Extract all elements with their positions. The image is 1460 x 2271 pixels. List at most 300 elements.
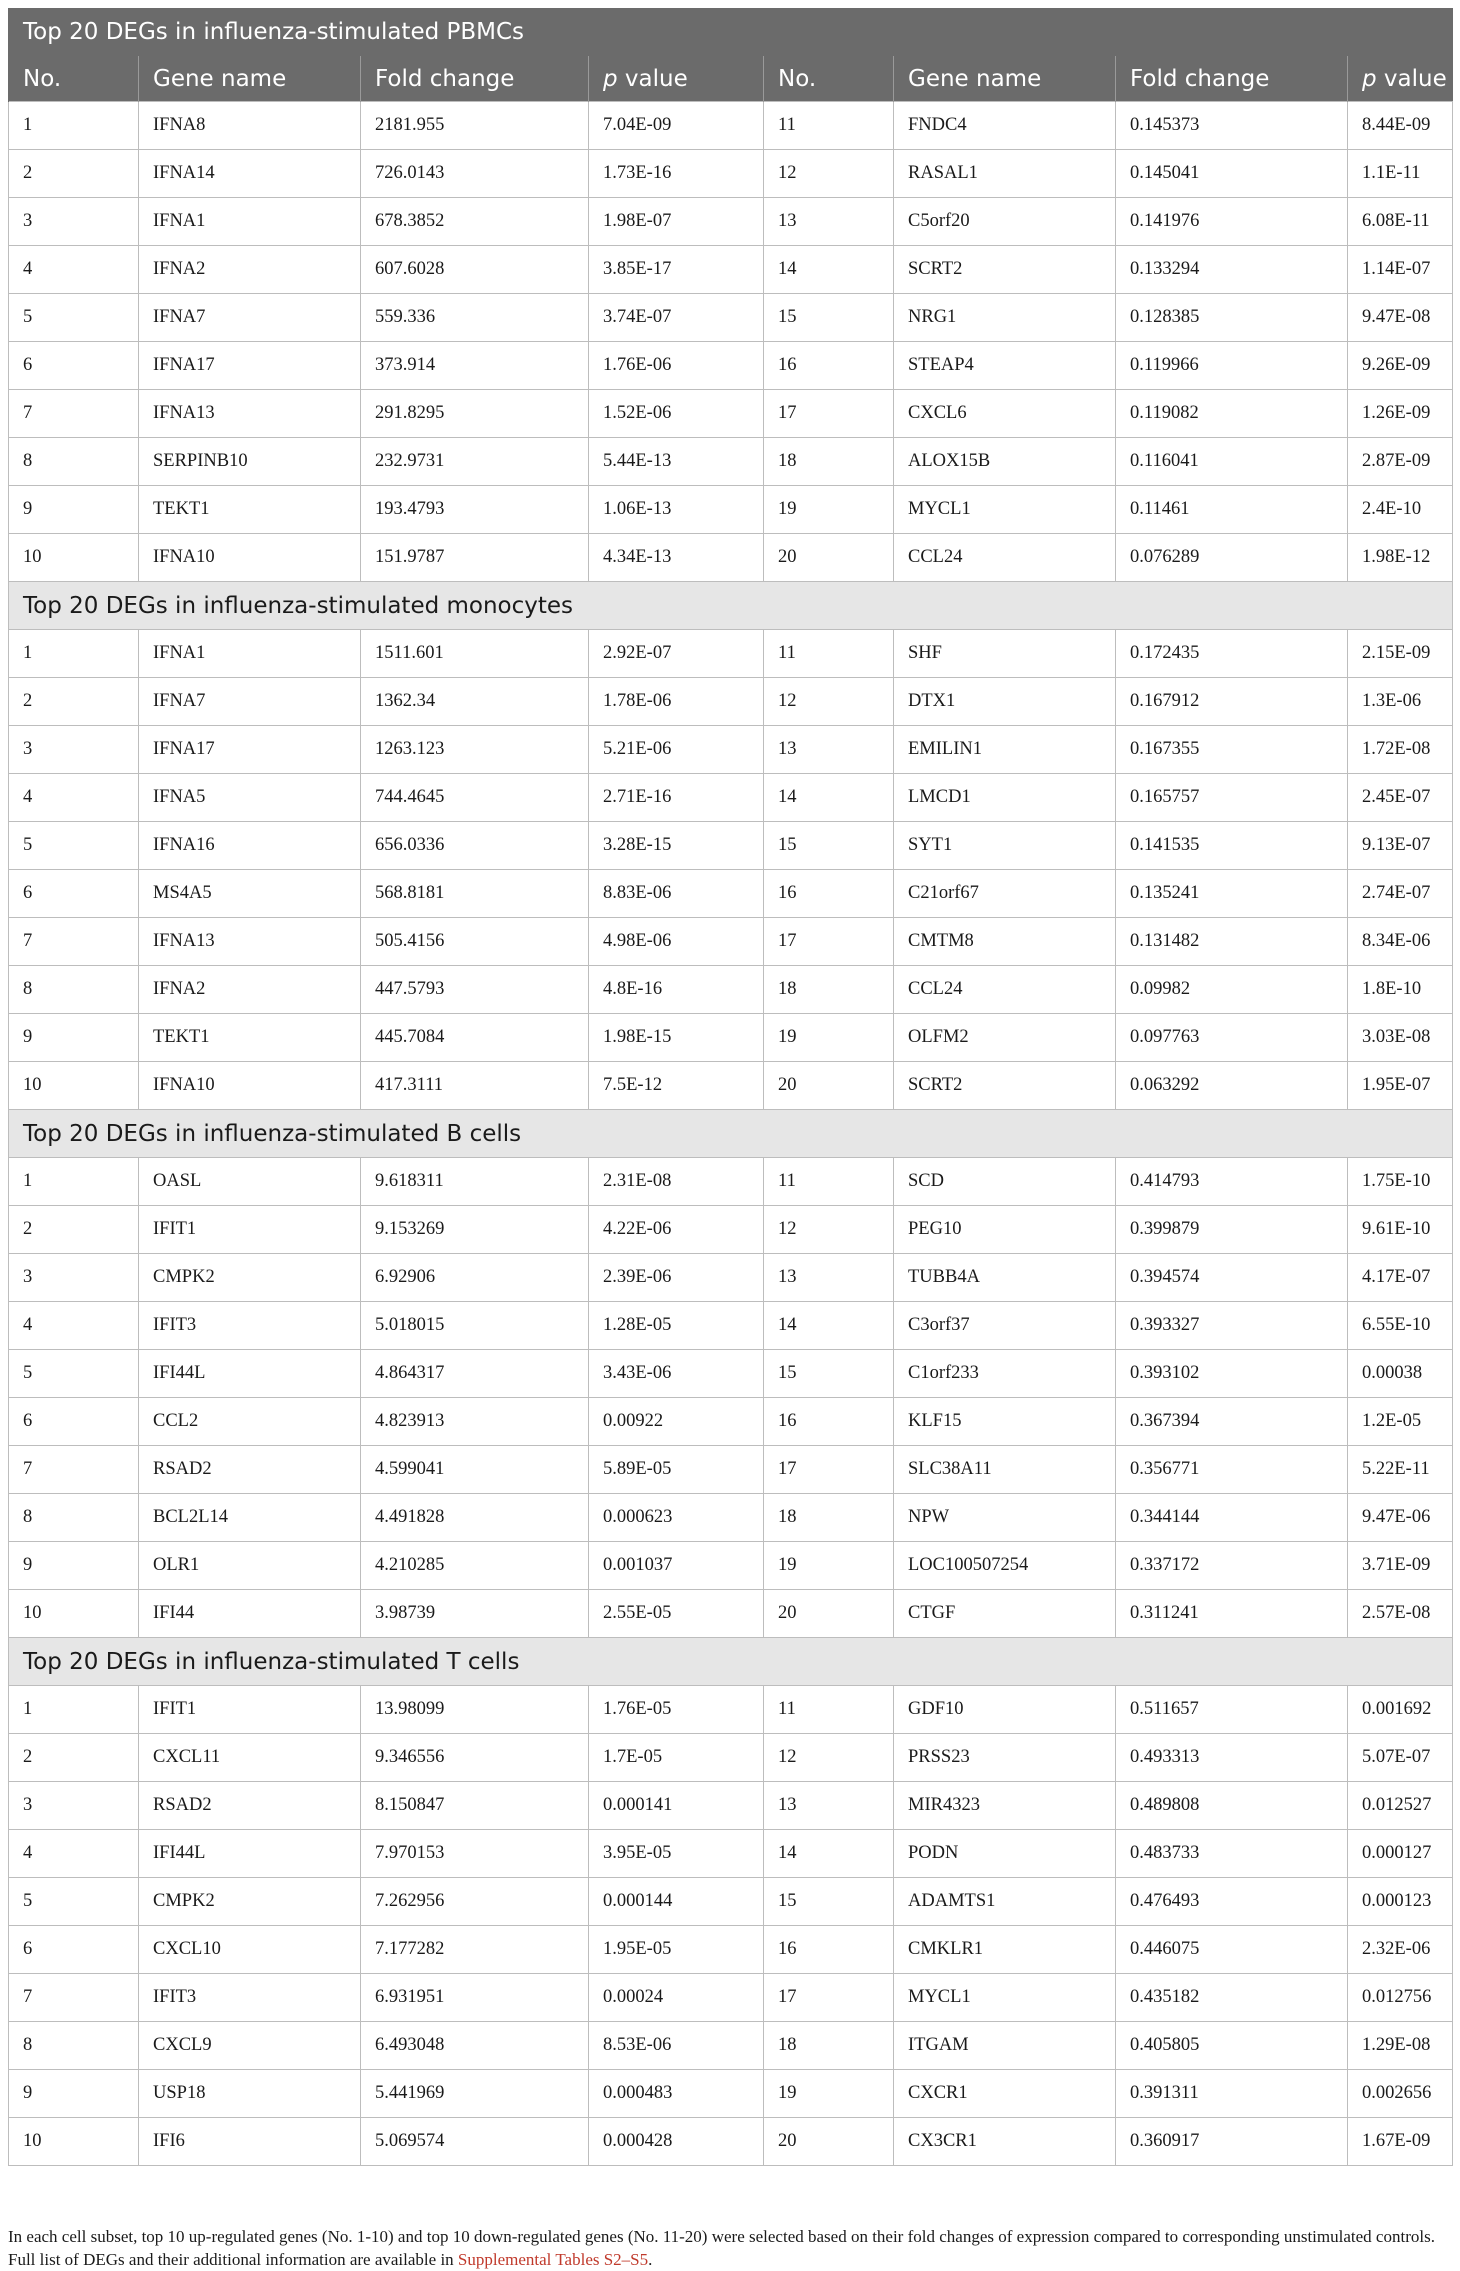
supplemental-tables-link[interactable]: Supplemental Tables S2–S5 xyxy=(457,2250,649,2269)
cell-no: 18 xyxy=(764,2022,894,2070)
table-row xyxy=(9,2022,1453,2070)
table-row xyxy=(9,966,1453,1014)
cell-no: 12 xyxy=(764,1734,894,1782)
cell-p-value: 3.03E-08 xyxy=(1348,1014,1453,1062)
cell-p-value: 2.31E-08 xyxy=(589,1158,764,1206)
cell-gene-name: CXCL6 xyxy=(894,390,1116,438)
cell-gene-name: IFNA1 xyxy=(139,630,361,678)
cell-fold-change: 0.337172 xyxy=(1116,1542,1348,1590)
cell-gene-name: ITGAM xyxy=(894,2022,1116,2070)
cell-p-value: 1.76E-06 xyxy=(589,342,764,390)
cell-gene-name: CCL24 xyxy=(894,966,1116,1014)
cell-p-value: 8.53E-06 xyxy=(589,2022,764,2070)
table-row xyxy=(9,1158,1453,1206)
cell-fold-change: 9.153269 xyxy=(361,1206,589,1254)
cell-fold-change: 0.119966 xyxy=(1116,342,1348,390)
cell-no: 11 xyxy=(764,1686,894,1734)
cell-no: 8 xyxy=(9,438,139,486)
cell-fold-change: 0.483733 xyxy=(1116,1830,1348,1878)
cell-no: 5 xyxy=(9,1350,139,1398)
table-row xyxy=(9,102,1453,150)
table-row xyxy=(9,2070,1453,2118)
cell-no: 8 xyxy=(9,966,139,1014)
cell-p-value: 9.26E-09 xyxy=(1348,342,1453,390)
cell-gene-name: MYCL1 xyxy=(894,486,1116,534)
cell-no: 19 xyxy=(764,1542,894,1590)
cell-fold-change: 6.931951 xyxy=(361,1974,589,2022)
cell-no: 6 xyxy=(9,342,139,390)
header-p-rest-2: value xyxy=(1376,65,1447,92)
cell-p-value: 1.98E-12 xyxy=(1348,534,1453,582)
cell-p-value: 2.92E-07 xyxy=(589,630,764,678)
cell-p-value: 8.83E-06 xyxy=(589,870,764,918)
cell-no: 16 xyxy=(764,1398,894,1446)
cell-p-value: 2.55E-05 xyxy=(589,1590,764,1638)
cell-fold-change: 151.9787 xyxy=(361,534,589,582)
cell-p-value: 1.7E-05 xyxy=(589,1734,764,1782)
cell-gene-name: IFNA17 xyxy=(139,342,361,390)
cell-fold-change: 0.131482 xyxy=(1116,918,1348,966)
deg-table xyxy=(8,8,1453,2166)
cell-gene-name: IFNA7 xyxy=(139,294,361,342)
cell-fold-change: 7.262956 xyxy=(361,1878,589,1926)
cell-gene-name: CMKLR1 xyxy=(894,1926,1116,1974)
cell-p-value: 5.44E-13 xyxy=(589,438,764,486)
cell-gene-name: RASAL1 xyxy=(894,150,1116,198)
cell-no: 5 xyxy=(9,294,139,342)
cell-no: 19 xyxy=(764,486,894,534)
cell-no: 8 xyxy=(9,2022,139,2070)
cell-fold-change: 445.7084 xyxy=(361,1014,589,1062)
cell-no: 5 xyxy=(9,822,139,870)
cell-gene-name: CXCR1 xyxy=(894,2070,1116,2118)
cell-p-value: 1.75E-10 xyxy=(1348,1158,1453,1206)
cell-gene-name: IFI6 xyxy=(139,2118,361,2166)
cell-no: 5 xyxy=(9,1878,139,1926)
cell-gene-name: OLR1 xyxy=(139,1542,361,1590)
cell-fold-change: 0.360917 xyxy=(1116,2118,1348,2166)
cell-no: 17 xyxy=(764,1446,894,1494)
table-row xyxy=(9,486,1453,534)
cell-p-value: 0.000483 xyxy=(589,2070,764,2118)
cell-gene-name: PRSS23 xyxy=(894,1734,1116,1782)
cell-no: 20 xyxy=(764,534,894,582)
cell-no: 17 xyxy=(764,918,894,966)
cell-fold-change: 4.823913 xyxy=(361,1398,589,1446)
cell-no: 3 xyxy=(9,726,139,774)
table-row xyxy=(9,390,1453,438)
cell-fold-change: 193.4793 xyxy=(361,486,589,534)
cell-gene-name: IFIT1 xyxy=(139,1206,361,1254)
cell-p-value: 5.89E-05 xyxy=(589,1446,764,1494)
cell-no: 12 xyxy=(764,1206,894,1254)
cell-p-value: 3.74E-07 xyxy=(589,294,764,342)
cell-no: 1 xyxy=(9,1158,139,1206)
cell-p-value: 0.00038 xyxy=(1348,1350,1453,1398)
header-no-2: No. xyxy=(764,56,894,102)
cell-fold-change: 744.4645 xyxy=(361,774,589,822)
cell-no: 6 xyxy=(9,870,139,918)
cell-gene-name: IFNA14 xyxy=(139,150,361,198)
cell-p-value: 0.012756 xyxy=(1348,1974,1453,2022)
cell-p-value: 9.47E-06 xyxy=(1348,1494,1453,1542)
table-row xyxy=(9,1014,1453,1062)
cell-fold-change: 5.069574 xyxy=(361,2118,589,2166)
table-row xyxy=(9,1926,1453,1974)
cell-gene-name: OASL xyxy=(139,1158,361,1206)
cell-gene-name: IFIT3 xyxy=(139,1302,361,1350)
cell-fold-change: 0.09982 xyxy=(1116,966,1348,1014)
cell-p-value: 2.15E-09 xyxy=(1348,630,1453,678)
cell-no: 4 xyxy=(9,246,139,294)
cell-p-value: 2.4E-10 xyxy=(1348,486,1453,534)
cell-p-value: 9.61E-10 xyxy=(1348,1206,1453,1254)
cell-p-value: 0.00024 xyxy=(589,1974,764,2022)
cell-p-value: 5.07E-07 xyxy=(1348,1734,1453,1782)
cell-p-value: 2.74E-07 xyxy=(1348,870,1453,918)
cell-p-value: 1.26E-09 xyxy=(1348,390,1453,438)
cell-fold-change: 0.165757 xyxy=(1116,774,1348,822)
cell-no: 7 xyxy=(9,390,139,438)
section-header-row xyxy=(9,582,1453,630)
cell-fold-change: 0.344144 xyxy=(1116,1494,1348,1542)
section-title: Top 20 DEGs in influenza-stimulated T cells xyxy=(9,1638,1453,1686)
cell-fold-change: 0.414793 xyxy=(1116,1158,1348,1206)
cell-no: 14 xyxy=(764,1830,894,1878)
cell-no: 14 xyxy=(764,1302,894,1350)
cell-no: 20 xyxy=(764,2118,894,2166)
cell-no: 10 xyxy=(9,534,139,582)
cell-fold-change: 7.177282 xyxy=(361,1926,589,1974)
cell-fold-change: 607.6028 xyxy=(361,246,589,294)
table-container xyxy=(8,8,1452,2166)
cell-no: 15 xyxy=(764,1878,894,1926)
cell-gene-name: CMPK2 xyxy=(139,1254,361,1302)
cell-fold-change: 0.145041 xyxy=(1116,150,1348,198)
cell-gene-name: IFNA17 xyxy=(139,726,361,774)
cell-no: 1 xyxy=(9,102,139,150)
cell-p-value: 6.08E-11 xyxy=(1348,198,1453,246)
table-row xyxy=(9,1782,1453,1830)
cell-fold-change: 559.336 xyxy=(361,294,589,342)
cell-no: 7 xyxy=(9,918,139,966)
cell-gene-name: SHF xyxy=(894,630,1116,678)
cell-p-value: 2.39E-06 xyxy=(589,1254,764,1302)
cell-fold-change: 656.0336 xyxy=(361,822,589,870)
cell-fold-change: 3.98739 xyxy=(361,1590,589,1638)
cell-gene-name: TUBB4A xyxy=(894,1254,1116,1302)
cell-gene-name: SLC38A11 xyxy=(894,1446,1116,1494)
cell-gene-name: IFIT1 xyxy=(139,1686,361,1734)
cell-fold-change: 0.393102 xyxy=(1116,1350,1348,1398)
table-row xyxy=(9,1542,1453,1590)
cell-no: 4 xyxy=(9,774,139,822)
cell-p-value: 1.98E-07 xyxy=(589,198,764,246)
cell-p-value: 1.8E-10 xyxy=(1348,966,1453,1014)
cell-gene-name: PEG10 xyxy=(894,1206,1116,1254)
footnote-end: . xyxy=(648,2250,653,2269)
cell-fold-change: 0.133294 xyxy=(1116,246,1348,294)
cell-gene-name: OLFM2 xyxy=(894,1014,1116,1062)
cell-fold-change: 0.097763 xyxy=(1116,1014,1348,1062)
header-p-italic: p xyxy=(603,65,618,92)
cell-fold-change: 0.135241 xyxy=(1116,870,1348,918)
cell-gene-name: EMILIN1 xyxy=(894,726,1116,774)
table-footnote xyxy=(8,2225,1452,2271)
cell-no: 14 xyxy=(764,774,894,822)
cell-fold-change: 0.141976 xyxy=(1116,198,1348,246)
cell-gene-name: TEKT1 xyxy=(139,1014,361,1062)
table-row xyxy=(9,1830,1453,1878)
table-row xyxy=(9,1398,1453,1446)
cell-fold-change: 4.599041 xyxy=(361,1446,589,1494)
cell-p-value: 0.000144 xyxy=(589,1878,764,1926)
cell-p-value: 1.98E-15 xyxy=(589,1014,764,1062)
table-row xyxy=(9,1062,1453,1110)
header-gene-name: Gene name xyxy=(139,56,361,102)
cell-no: 3 xyxy=(9,1782,139,1830)
cell-no: 3 xyxy=(9,198,139,246)
cell-fold-change: 0.128385 xyxy=(1116,294,1348,342)
cell-fold-change: 0.076289 xyxy=(1116,534,1348,582)
cell-fold-change: 447.5793 xyxy=(361,966,589,1014)
cell-gene-name: IFNA7 xyxy=(139,678,361,726)
cell-gene-name: SCRT2 xyxy=(894,1062,1116,1110)
cell-no: 19 xyxy=(764,2070,894,2118)
cell-fold-change: 9.618311 xyxy=(361,1158,589,1206)
cell-no: 11 xyxy=(764,102,894,150)
cell-gene-name: DTX1 xyxy=(894,678,1116,726)
section-header-row xyxy=(9,1110,1453,1158)
table-row xyxy=(9,294,1453,342)
table-row xyxy=(9,198,1453,246)
cell-fold-change: 0.405805 xyxy=(1116,2022,1348,2070)
table-row xyxy=(9,1350,1453,1398)
table-row xyxy=(9,1974,1453,2022)
table-body xyxy=(9,102,1453,2166)
cell-gene-name: C3orf37 xyxy=(894,1302,1116,1350)
cell-no: 1 xyxy=(9,1686,139,1734)
cell-gene-name: CX3CR1 xyxy=(894,2118,1116,2166)
cell-no: 15 xyxy=(764,294,894,342)
cell-no: 9 xyxy=(9,2070,139,2118)
cell-p-value: 1.14E-07 xyxy=(1348,246,1453,294)
cell-no: 7 xyxy=(9,1446,139,1494)
cell-p-value: 2.32E-06 xyxy=(1348,1926,1453,1974)
header-no: No. xyxy=(9,56,139,102)
cell-gene-name: CCL2 xyxy=(139,1398,361,1446)
cell-p-value: 4.98E-06 xyxy=(589,918,764,966)
cell-no: 11 xyxy=(764,1158,894,1206)
cell-gene-name: SCRT2 xyxy=(894,246,1116,294)
cell-no: 2 xyxy=(9,678,139,726)
cell-gene-name: TEKT1 xyxy=(139,486,361,534)
cell-fold-change: 6.493048 xyxy=(361,2022,589,2070)
cell-gene-name: CCL24 xyxy=(894,534,1116,582)
cell-gene-name: NPW xyxy=(894,1494,1116,1542)
cell-p-value: 0.002656 xyxy=(1348,2070,1453,2118)
cell-no: 17 xyxy=(764,390,894,438)
cell-p-value: 1.78E-06 xyxy=(589,678,764,726)
cell-gene-name: ADAMTS1 xyxy=(894,1878,1116,1926)
table-row xyxy=(9,822,1453,870)
table-row xyxy=(9,1254,1453,1302)
cell-no: 15 xyxy=(764,1350,894,1398)
section-title: Top 20 DEGs in influenza-stimulated B cells xyxy=(9,1110,1453,1158)
cell-no: 14 xyxy=(764,246,894,294)
header-fold-change-2: Fold change xyxy=(1116,56,1348,102)
cell-fold-change: 232.9731 xyxy=(361,438,589,486)
table-title: Top 20 DEGs in influenza-stimulated PBMCs xyxy=(9,9,1453,56)
cell-gene-name: ALOX15B xyxy=(894,438,1116,486)
cell-fold-change: 0.435182 xyxy=(1116,1974,1348,2022)
cell-no: 16 xyxy=(764,1926,894,1974)
cell-fold-change: 568.8181 xyxy=(361,870,589,918)
cell-gene-name: C5orf20 xyxy=(894,198,1116,246)
cell-p-value: 2.87E-09 xyxy=(1348,438,1453,486)
cell-p-value: 2.45E-07 xyxy=(1348,774,1453,822)
cell-no: 16 xyxy=(764,342,894,390)
cell-fold-change: 0.145373 xyxy=(1116,102,1348,150)
cell-p-value: 0.000123 xyxy=(1348,1878,1453,1926)
cell-fold-change: 0.393327 xyxy=(1116,1302,1348,1350)
table-row xyxy=(9,678,1453,726)
cell-no: 7 xyxy=(9,1974,139,2022)
cell-gene-name: RSAD2 xyxy=(139,1446,361,1494)
cell-p-value: 5.21E-06 xyxy=(589,726,764,774)
cell-fold-change: 13.98099 xyxy=(361,1686,589,1734)
cell-fold-change: 0.141535 xyxy=(1116,822,1348,870)
cell-gene-name: IFNA13 xyxy=(139,390,361,438)
cell-gene-name: IFNA5 xyxy=(139,774,361,822)
cell-fold-change: 0.356771 xyxy=(1116,1446,1348,1494)
cell-p-value: 9.13E-07 xyxy=(1348,822,1453,870)
cell-fold-change: 4.210285 xyxy=(361,1542,589,1590)
cell-no: 6 xyxy=(9,1398,139,1446)
cell-p-value: 1.72E-08 xyxy=(1348,726,1453,774)
cell-fold-change: 0.399879 xyxy=(1116,1206,1348,1254)
cell-no: 2 xyxy=(9,1734,139,1782)
cell-p-value: 0.000428 xyxy=(589,2118,764,2166)
cell-gene-name: CXCL9 xyxy=(139,2022,361,2070)
cell-fold-change: 0.063292 xyxy=(1116,1062,1348,1110)
cell-gene-name: CMPK2 xyxy=(139,1878,361,1926)
table-row xyxy=(9,1590,1453,1638)
cell-p-value: 0.000623 xyxy=(589,1494,764,1542)
cell-p-value: 7.5E-12 xyxy=(589,1062,764,1110)
table-row xyxy=(9,630,1453,678)
section-title: Top 20 DEGs in influenza-stimulated monocytes xyxy=(9,582,1453,630)
cell-p-value: 1.52E-06 xyxy=(589,390,764,438)
table-row xyxy=(9,2118,1453,2166)
cell-no: 9 xyxy=(9,1014,139,1062)
cell-p-value: 9.47E-08 xyxy=(1348,294,1453,342)
cell-no: 18 xyxy=(764,438,894,486)
cell-gene-name: LMCD1 xyxy=(894,774,1116,822)
cell-no: 20 xyxy=(764,1590,894,1638)
cell-p-value: 0.012527 xyxy=(1348,1782,1453,1830)
cell-no: 18 xyxy=(764,966,894,1014)
cell-fold-change: 5.018015 xyxy=(361,1302,589,1350)
cell-gene-name: IFI44L xyxy=(139,1830,361,1878)
table-row xyxy=(9,918,1453,966)
table-row xyxy=(9,1446,1453,1494)
header-fold-change: Fold change xyxy=(361,56,589,102)
cell-p-value: 1.76E-05 xyxy=(589,1686,764,1734)
cell-fold-change: 0.172435 xyxy=(1116,630,1348,678)
table-row xyxy=(9,342,1453,390)
cell-gene-name: MS4A5 xyxy=(139,870,361,918)
table-row xyxy=(9,534,1453,582)
cell-fold-change: 0.476493 xyxy=(1116,1878,1348,1926)
cell-no: 15 xyxy=(764,822,894,870)
cell-no: 4 xyxy=(9,1830,139,1878)
cell-no: 13 xyxy=(764,1254,894,1302)
cell-fold-change: 0.511657 xyxy=(1116,1686,1348,1734)
header-p-value xyxy=(589,56,764,102)
cell-no: 10 xyxy=(9,1062,139,1110)
header-gene-name-2: Gene name xyxy=(894,56,1116,102)
cell-fold-change: 678.3852 xyxy=(361,198,589,246)
cell-p-value: 1.73E-16 xyxy=(589,150,764,198)
cell-gene-name: IFNA10 xyxy=(139,1062,361,1110)
cell-no: 12 xyxy=(764,150,894,198)
cell-no: 1 xyxy=(9,630,139,678)
cell-gene-name: KLF15 xyxy=(894,1398,1116,1446)
table-row xyxy=(9,438,1453,486)
table-row xyxy=(9,1494,1453,1542)
cell-fold-change: 9.346556 xyxy=(361,1734,589,1782)
cell-p-value: 3.85E-17 xyxy=(589,246,764,294)
cell-gene-name: C1orf233 xyxy=(894,1350,1116,1398)
cell-gene-name: CXCL11 xyxy=(139,1734,361,1782)
cell-gene-name: SERPINB10 xyxy=(139,438,361,486)
cell-p-value: 8.44E-09 xyxy=(1348,102,1453,150)
cell-p-value: 3.71E-09 xyxy=(1348,1542,1453,1590)
cell-no: 6 xyxy=(9,1926,139,1974)
cell-fold-change: 291.8295 xyxy=(361,390,589,438)
cell-no: 20 xyxy=(764,1062,894,1110)
cell-no: 18 xyxy=(764,1494,894,1542)
cell-gene-name: MYCL1 xyxy=(894,1974,1116,2022)
cell-p-value: 0.00922 xyxy=(589,1398,764,1446)
cell-fold-change: 0.311241 xyxy=(1116,1590,1348,1638)
cell-fold-change: 0.391311 xyxy=(1116,2070,1348,2118)
cell-fold-change: 0.119082 xyxy=(1116,390,1348,438)
cell-gene-name: FNDC4 xyxy=(894,102,1116,150)
cell-no: 8 xyxy=(9,1494,139,1542)
cell-fold-change: 0.11461 xyxy=(1116,486,1348,534)
cell-p-value: 4.34E-13 xyxy=(589,534,764,582)
cell-fold-change: 0.394574 xyxy=(1116,1254,1348,1302)
cell-fold-change: 0.493313 xyxy=(1116,1734,1348,1782)
cell-fold-change: 0.446075 xyxy=(1116,1926,1348,1974)
cell-no: 9 xyxy=(9,1542,139,1590)
cell-p-value: 1.67E-09 xyxy=(1348,2118,1453,2166)
cell-no: 11 xyxy=(764,630,894,678)
cell-fold-change: 373.914 xyxy=(361,342,589,390)
column-header-row xyxy=(9,56,1453,102)
table-row xyxy=(9,1206,1453,1254)
table-row xyxy=(9,774,1453,822)
cell-gene-name: IFI44L xyxy=(139,1350,361,1398)
header-p-italic-2: p xyxy=(1362,65,1377,92)
cell-no: 2 xyxy=(9,150,139,198)
cell-no: 4 xyxy=(9,1302,139,1350)
cell-gene-name: IFNA8 xyxy=(139,102,361,150)
cell-p-value: 1.29E-08 xyxy=(1348,2022,1453,2070)
cell-gene-name: C21orf67 xyxy=(894,870,1116,918)
